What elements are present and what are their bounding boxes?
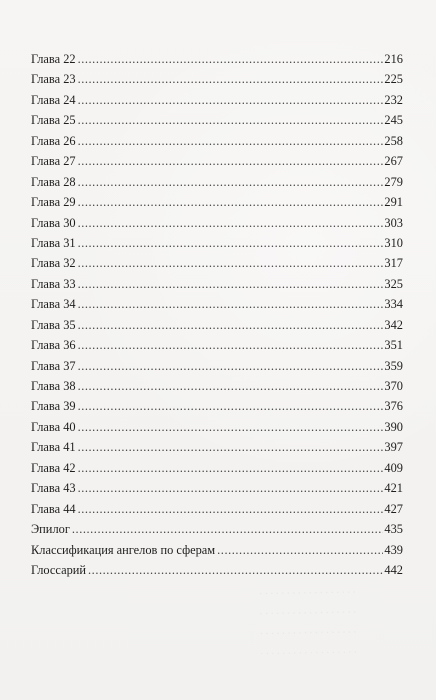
dot-leader — [72, 519, 383, 539]
faint-line: . . . . . . . . . . . . . . . . . . — [259, 623, 357, 638]
chapter-label: Глава 39 — [31, 399, 76, 414]
dot-leader — [78, 172, 383, 192]
chapter-label: Глава 22 — [31, 52, 76, 66]
page-number: 359 — [384, 358, 403, 373]
chapter-label: Глава 32 — [31, 256, 76, 271]
chapter-label: Глава 43 — [31, 481, 76, 496]
chapter-label: Глава 36 — [31, 338, 76, 353]
chapter-label: Глава 41 — [31, 440, 76, 455]
dot-leader — [78, 396, 383, 416]
chapter-label: Глава 31 — [31, 235, 76, 250]
page-number: 267 — [384, 154, 403, 169]
page-number: 397 — [384, 440, 403, 455]
toc-row — [31, 560, 403, 580]
toc-row — [31, 499, 403, 519]
page-number: 421 — [384, 481, 403, 496]
dot-leader — [78, 233, 383, 253]
toc-row — [31, 274, 403, 294]
dot-leader — [78, 458, 383, 478]
show-through-text — [259, 579, 401, 673]
page-number: 342 — [384, 317, 403, 332]
dot-leader — [78, 131, 383, 151]
toc-row — [31, 172, 403, 192]
dot-leader — [78, 69, 383, 89]
chapter-label: Глава 26 — [31, 133, 76, 148]
page-number: 279 — [384, 174, 403, 189]
dot-leader — [78, 335, 383, 355]
faint-line: . . . . . . . . . . . . . . . . . . — [259, 583, 356, 598]
classification-label: Классификация ангелов по сферам — [31, 542, 216, 557]
page-number: 435 — [384, 522, 403, 537]
page-number: 370 — [384, 379, 403, 393]
toc-row — [31, 540, 403, 560]
page-number: 317 — [384, 256, 403, 271]
toc-row — [31, 151, 403, 171]
page-number: 258 — [384, 133, 403, 148]
toc-row — [31, 110, 403, 130]
toc-row — [31, 356, 403, 376]
dot-leader — [88, 560, 383, 580]
page-number: 390 — [384, 419, 403, 434]
chapter-label: Глава 25 — [31, 113, 76, 128]
dot-leader — [78, 478, 383, 498]
toc-row — [31, 437, 403, 457]
dot-leader — [78, 294, 383, 314]
toc-row — [31, 233, 403, 253]
dot-leader — [78, 437, 383, 457]
toc-row — [31, 396, 403, 416]
page-number: 427 — [384, 501, 403, 516]
chapter-label: Глава 38 — [31, 379, 76, 393]
toc-row — [31, 192, 403, 212]
toc-row — [31, 519, 403, 539]
dot-leader — [78, 253, 383, 273]
toc-row — [31, 417, 403, 437]
dot-leader — [78, 315, 383, 335]
faint-line: . . . . . . . . . . . . . . . . . . — [259, 603, 357, 618]
page-number: 245 — [384, 113, 403, 128]
chapter-label: Глава 44 — [31, 501, 76, 516]
page-number: 439 — [384, 542, 403, 557]
toc-row — [31, 213, 403, 233]
epilogue-label: Эпилог — [31, 522, 70, 537]
page-number: 225 — [384, 72, 403, 87]
page-number: 325 — [384, 276, 403, 291]
toc-row — [31, 253, 403, 273]
page-number: 216 — [384, 52, 403, 66]
toc-row — [31, 49, 403, 69]
chapter-label: Глава 23 — [31, 72, 76, 87]
page-number: 351 — [384, 338, 403, 353]
page-number: 409 — [384, 460, 403, 475]
dot-leader — [78, 49, 383, 69]
toc-row — [31, 376, 403, 396]
table-of-contents — [31, 49, 403, 580]
page-number: 303 — [384, 215, 403, 230]
page-number: 442 — [384, 562, 403, 577]
dot-leader — [217, 540, 383, 560]
page-number: 291 — [384, 195, 403, 210]
chapter-label: Глава 40 — [31, 419, 76, 434]
page-number: 334 — [384, 297, 403, 312]
toc-row — [31, 69, 403, 89]
chapter-label: Глава 34 — [31, 297, 76, 312]
dot-leader — [78, 192, 383, 212]
chapter-label: Глава 24 — [31, 92, 76, 107]
dot-leader — [78, 274, 383, 294]
chapter-label: Глава 37 — [31, 358, 76, 373]
chapter-label: Глава 33 — [31, 276, 76, 291]
chapter-label: Глава 30 — [31, 215, 76, 230]
toc-row — [31, 90, 403, 110]
dot-leader — [78, 499, 383, 519]
dot-leader — [78, 376, 383, 396]
dot-leader — [78, 356, 383, 376]
toc-row — [31, 131, 403, 151]
toc-row — [31, 478, 403, 498]
chapter-label: Глава 29 — [31, 195, 76, 210]
page-number: 310 — [384, 235, 403, 250]
chapter-label: Глава 28 — [31, 174, 76, 189]
page-number: 232 — [384, 92, 403, 107]
dot-leader — [78, 213, 383, 233]
chapter-label: Глава 27 — [31, 154, 76, 169]
toc-row — [31, 335, 403, 355]
faint-line: . . . . . . . . . . . . . . . . . . — [260, 643, 357, 658]
chapter-label: Глава 42 — [31, 460, 76, 475]
dot-leader — [78, 90, 383, 110]
dot-leader — [78, 110, 383, 130]
glossary-label: Глоссарий — [31, 562, 87, 577]
dot-leader — [78, 417, 383, 437]
dot-leader — [78, 151, 383, 171]
chapter-label: Глава 35 — [31, 317, 76, 332]
page-number: 376 — [384, 399, 403, 414]
toc-row — [31, 315, 403, 335]
toc-row — [31, 458, 403, 478]
toc-row — [31, 294, 403, 314]
